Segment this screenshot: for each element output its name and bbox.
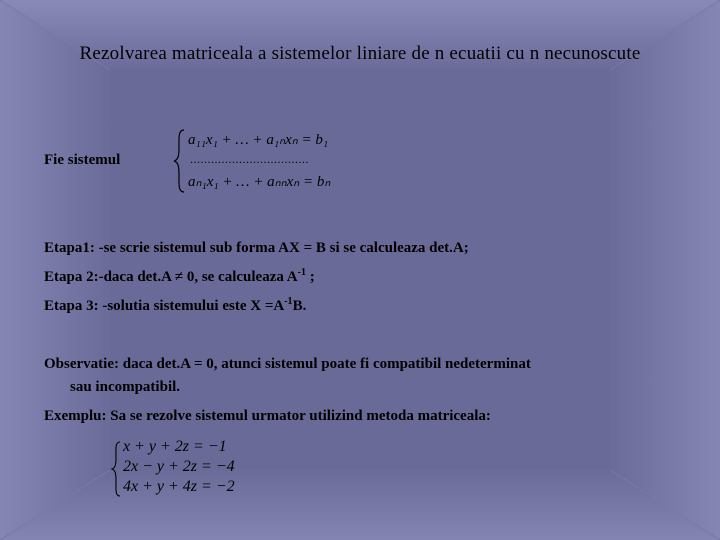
exemplu-text: Exemplu: Sa se rezolve sistemul urmator utilizind metoda matriceala: bbox=[44, 408, 491, 424]
general-equation-row-1: a₁₁x₁ + … + a₁ₙxₙ = b₁ bbox=[188, 132, 329, 148]
observatie-line-2: sau incompatibil. bbox=[70, 379, 181, 395]
general-equation-dots: .................................. bbox=[190, 152, 309, 166]
etapa-3-superscript: -1 bbox=[284, 296, 293, 307]
example-system bbox=[110, 436, 290, 500]
etapa-1: Etapa1: -se scrie sistemul sub forma AX = B si se calculeaza det.A; bbox=[44, 240, 469, 256]
left-brace-icon bbox=[110, 440, 122, 498]
general-system bbox=[170, 126, 390, 196]
fie-sistemul-label: Fie sistemul bbox=[44, 152, 121, 168]
etapa-2-text: Etapa 2:-daca det.A ≠ 0, se calculeaza A bbox=[44, 269, 298, 285]
left-brace-icon bbox=[172, 128, 186, 194]
etapa-2-superscript: -1 bbox=[297, 267, 306, 278]
slide-title: Rezolvarea matriceala a sistemelor liniare de n ecuatii cu n necunoscute bbox=[79, 43, 641, 64]
example-equation-2: 2x − y + 2z = −4 bbox=[123, 458, 235, 475]
example-equation-3: 4x + y + 4z = −2 bbox=[123, 478, 235, 495]
etapa-2-end: ; bbox=[305, 269, 315, 285]
etapa-2 bbox=[44, 269, 315, 286]
etapa-3 bbox=[44, 298, 306, 315]
etapa-3-end: B. bbox=[292, 298, 307, 314]
example-equation-1: x + y + 2z = −1 bbox=[123, 438, 227, 455]
general-equation-row-n: aₙ₁x₁ + … + aₙₙxₙ = bₙ bbox=[188, 174, 331, 190]
etapa-3-text: Etapa 3: -solutia sistemului este X =A bbox=[44, 298, 285, 314]
observatie-line-1: Observatie: daca det.A = 0, atunci sistemul poate fi compatibil nedeterminat bbox=[44, 356, 531, 372]
